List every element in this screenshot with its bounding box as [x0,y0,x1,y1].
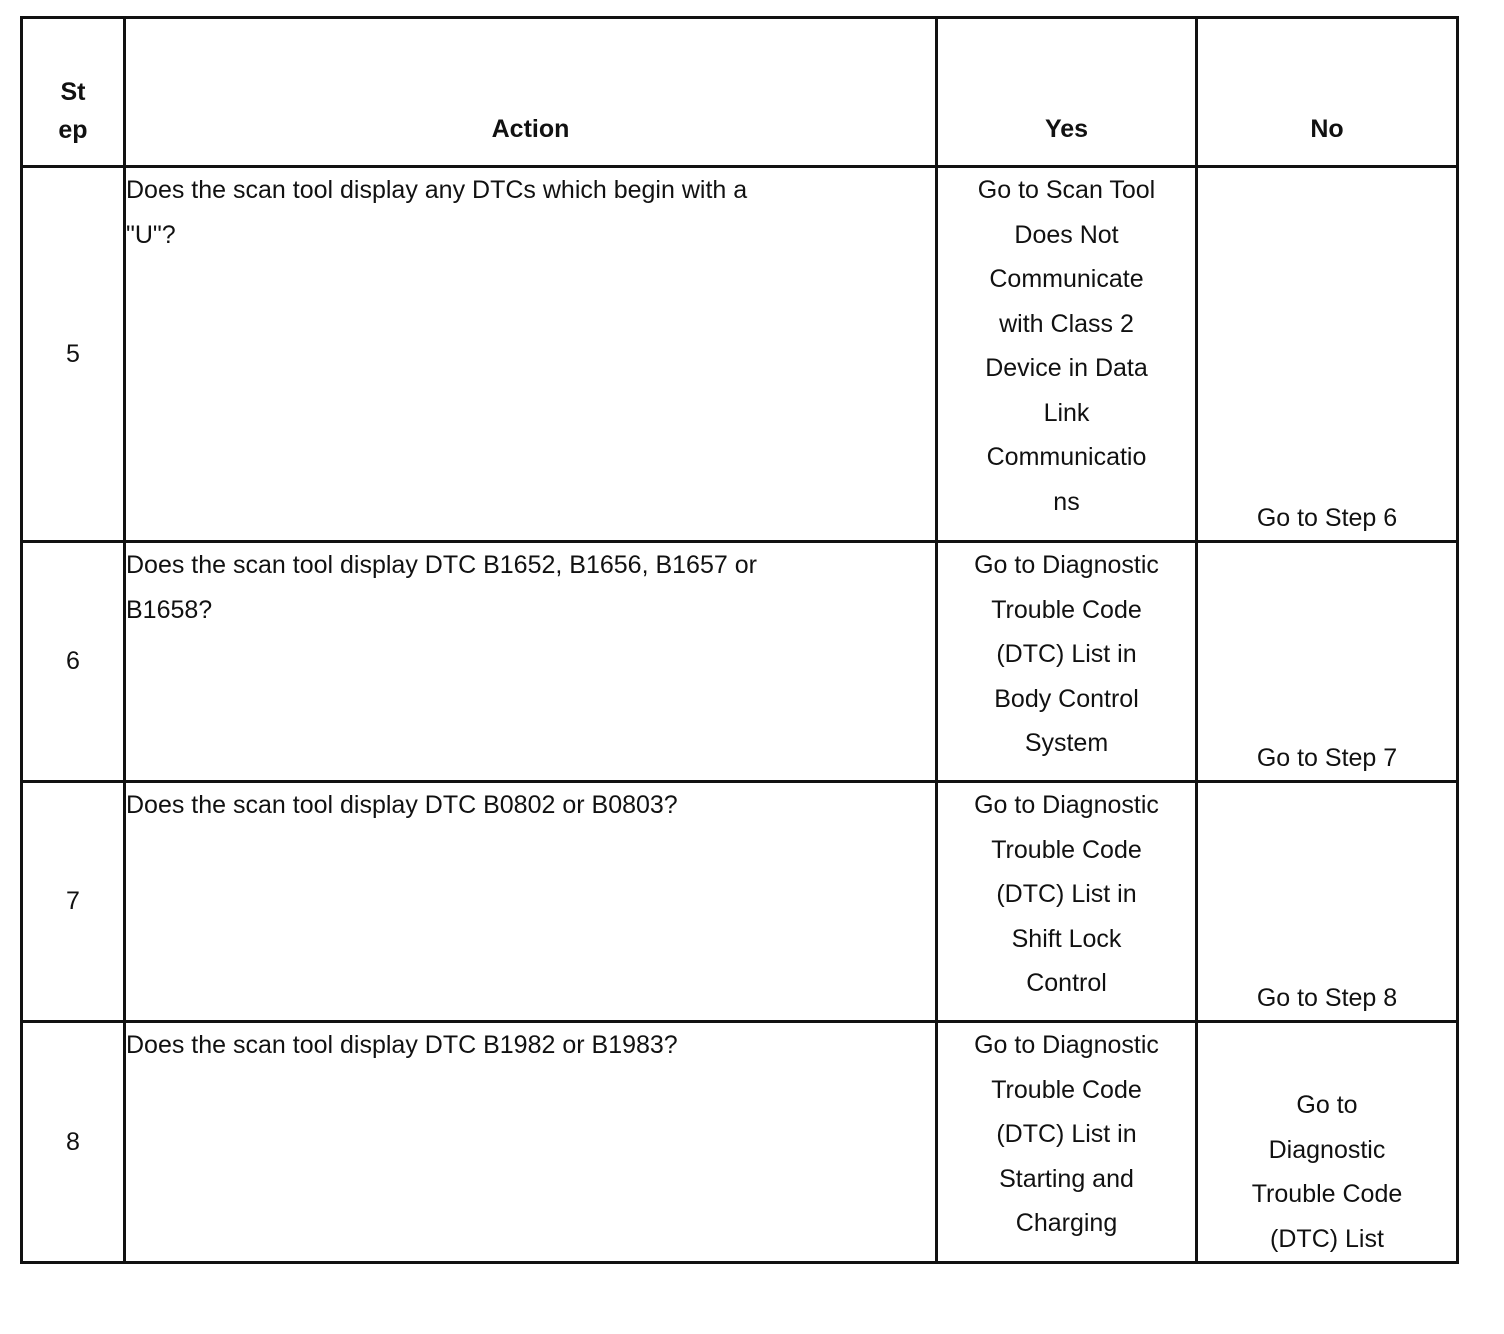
yes-line: System [1024,729,1109,757]
yes-line: (DTC) List in [996,1120,1137,1148]
yes-line: ns [1053,487,1080,516]
yes-line: (DTC) List in [996,880,1137,908]
no-text [1197,782,1458,1022]
yes-line: Go to Scan Tool [977,176,1156,204]
action-line: Does the scan tool display DTC B0802 or B0803? [126,791,678,819]
table-row [22,167,1458,542]
header-no: No [1197,18,1458,167]
no-text [1197,1022,1458,1263]
no-line: Go to [1296,1091,1358,1119]
yes-line: Does Not [1014,220,1119,249]
action-text [125,1022,937,1263]
yes-line: Device in Data [985,354,1148,382]
action-line: Does the scan tool display DTC B1982 or B1983? [126,1031,678,1059]
yes-line: Go to Diagnostic [974,791,1159,819]
header-yes: Yes [937,18,1197,167]
yes-text [937,167,1197,542]
diagnostic-table [20,16,1459,1264]
yes-line: Body Control [994,684,1139,713]
header-action: Action [125,18,937,167]
no-text [1197,167,1458,542]
step-number: 7 [22,782,125,1022]
step-number: 5 [22,167,125,542]
table-row [22,782,1458,1022]
no-line: Go to Step 7 [1256,743,1398,772]
yes-text [937,542,1197,782]
yes-line: Communicatio [986,443,1147,471]
no-text [1197,542,1458,782]
yes-line: Charging [1015,1209,1118,1237]
yes-line: Link [1043,398,1090,427]
yes-line: Control [1026,969,1107,997]
yes-line: (DTC) List in [996,640,1137,668]
step-number: 8 [22,1022,125,1263]
step-number: 6 [22,542,125,782]
no-line: Go to Step 6 [1256,503,1398,532]
action-line: Does the scan tool display any DTCs which begin with a [126,176,748,204]
yes-line: Trouble Code [991,595,1142,624]
table-row [22,1022,1458,1263]
no-line: Diagnostic [1268,1135,1386,1164]
yes-line: Trouble Code [991,1075,1142,1104]
no-line: Trouble Code [1251,1180,1403,1208]
yes-line: Communicate [989,265,1144,293]
header-step-line: ep [58,116,88,144]
yes-text [937,782,1197,1022]
header-step [22,18,125,167]
yes-line: Go to Diagnostic [974,1031,1159,1059]
action-line: "U"? [126,220,176,249]
yes-line: Starting and [999,1164,1134,1193]
header-row [22,18,1458,167]
yes-text [937,1022,1197,1263]
yes-line: with Class 2 [999,309,1134,338]
yes-line: Shift Lock [1011,924,1122,953]
action-text [125,542,937,782]
action-line: Does the scan tool display DTC B1652, B1656, B1657 or [126,551,757,579]
yes-line: Trouble Code [991,835,1142,864]
no-line: Go to Step 8 [1256,983,1398,1012]
table-row [22,542,1458,782]
action-line: B1658? [126,595,213,624]
action-text [125,167,937,542]
no-line: (DTC) List [1270,1224,1384,1253]
yes-line: Go to Diagnostic [974,551,1159,579]
action-text [125,782,937,1022]
header-step-line: St [60,78,86,106]
